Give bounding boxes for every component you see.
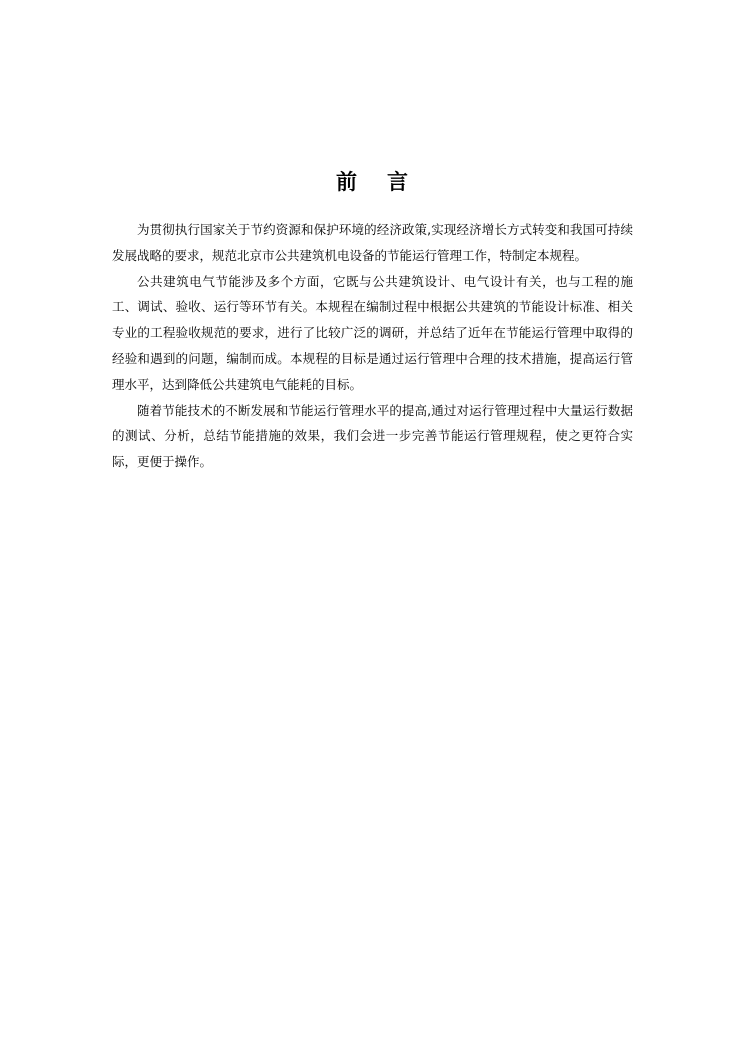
paragraph-1: 为贯彻执行国家关于节约资源和保护环境的经济政策,实现经济增长方式转变和我国可持续发展战略的要求，规范北京市公共建筑机电设备的节能运行管理工作，特制定本规程。 [112, 222, 633, 263]
preface-body [112, 217, 633, 475]
title-char-2: 言 [387, 170, 408, 194]
title-char-1: 前 [336, 170, 357, 194]
paragraph-2: 公共建筑电气节能涉及多个方面，它既与公共建筑设计、电气设计有关，也与工程的施工、调试、验收、运行等环节有关。本规程在编制过程中根据公共建筑的节能设计标准、相关专业的工程验收规范的要求，进行了比较广泛的调研，并总结了近年在节能运行管理中取得的经验和遇到的问题，编制而成。本规程的目标是通过运行管理中合理的技术措施，提高运行管理水平，达到降低公共建筑电气能耗的目标。 [112, 273, 633, 392]
page-title [0, 166, 744, 196]
paragraph-3: 随着节能技术的不断发展和节能运行管理水平的提高,通过对运行管理过程中大量运行数据的测试、分析，总结节能措施的效果，我们会进一步完善节能运行管理规程，使之更符合实际，更便于操作。 [112, 402, 633, 470]
